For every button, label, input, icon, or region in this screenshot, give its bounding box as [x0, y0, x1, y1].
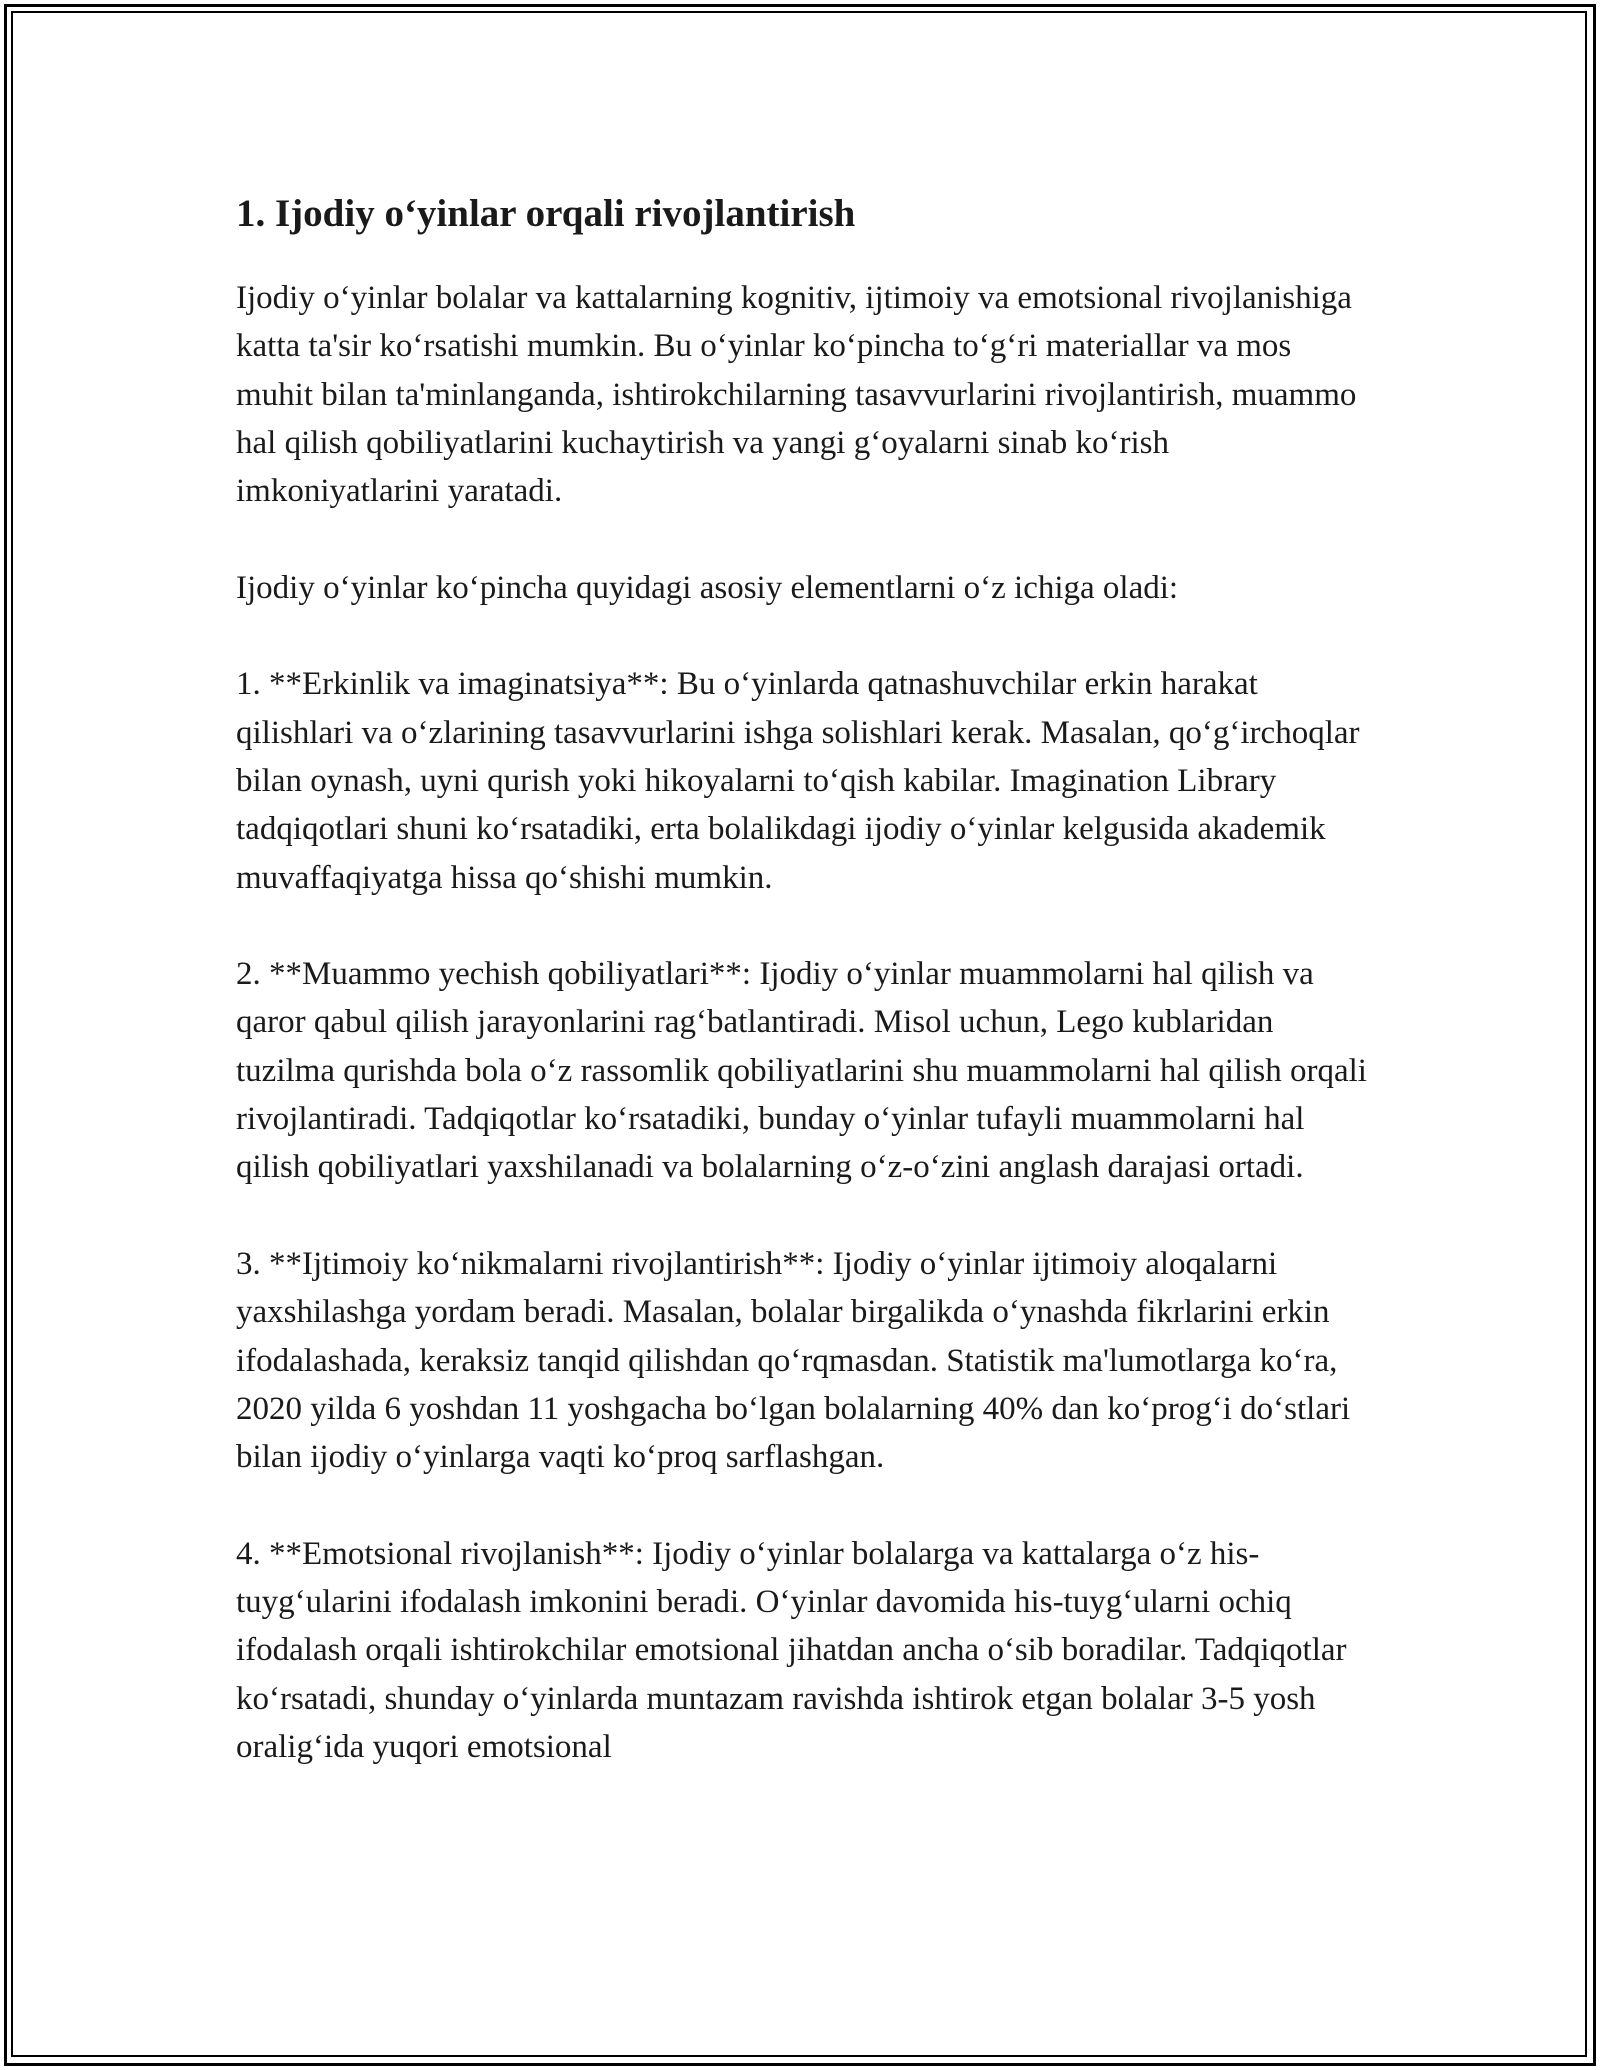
- document-body: [236, 188, 1376, 1820]
- section-heading: 1. Ijodiy o‘yinlar orqali rivojlantirish: [236, 192, 856, 235]
- paragraph-intro: Ijodiy o‘yinlar bolalar va kattalarning kognitiv, ijtimoiy va emotsional rivojlanishiga katta ta'sir ko‘rsatishi mumkin. Bu o‘yinlar ko‘pincha to‘g‘ri materiallar va mos muhit bilan ta'minlanganda, ishtirokchilarning tasavvurlarini rivojlantirish, muammo hal qilish qobiliyatlarini kuchaytirish va yangi g‘oyalarni sinab ko‘rish imkoniyatlarini yaratadi.: [236, 280, 1357, 510]
- list-item-social-skills: 3. **Ijtimoiy ko‘nikmalarni rivojlantirish**: Ijodiy o‘yinlar ijtimoiy aloqalarni yaxshilashga yordam beradi. Masalan, bolalar birgalikda o‘ynashda fikrlarini erkin ifodalashada, keraksiz tanqid qilishdan qo‘rqmasdan. Statistik ma'lumotlarga ko‘ra, 2020 yilda 6 yoshdan 11 yoshgacha bo‘lgan bolalarning 40% dan ko‘prog‘i do‘stlari bilan ijodiy o‘yinlarga vaqti ko‘proq sarflashgan.: [236, 1245, 1351, 1476]
- list-item-problem-solving: 2. **Muammo yechish qobiliyatlari**: Ijodiy o‘yinlar muammolarni hal qilish va qaror qabul qilish jarayonlarini rag‘batlantiradi. Misol uchun, Lego kublaridan tuzilma qurishda bola o‘z rassomlik qobiliyatlarini shu muammolarni hal qilish orqali rivojlantiradi. Tadqiqotlar ko‘rsatadiki, bunday o‘yinlar tufayli muammolarni hal qilish qobiliyatlari yaxshilanadi va bolalarning o‘z-o‘zini anglash darajasi ortadi.: [236, 956, 1367, 1186]
- list-item-emotional-development: 4. **Emotsional rivojlanish**: Ijodiy o‘yinlar bolalarga va kattalarga o‘z his-tuyg‘ularini ifodalash imkonini beradi. O‘yinlar davomida his-tuyg‘ularni ochiq ifodalash orqali ishtirokchilar emotsional jihatdan ancha o‘sib boradilar. Tadqiqotlar ko‘rsatadi, shunday o‘yinlarda muntazam ravishda ishtirok etgan bolalar 3-5 yosh oralig‘ida yuqori emotsional: [236, 1535, 1347, 1765]
- paragraph-elements-intro: Ijodiy o‘yinlar ko‘pincha quyidagi asosiy elementlarni o‘z ichiga oladi:: [236, 569, 1179, 606]
- list-item-freedom-imagination: 1. **Erkinlik va imaginatsiya**: Bu o‘yinlarda qatnashuvchilar erkin harakat qilishlari va o‘zlarining tasavvurlarini ishga solishlari kerak. Masalan, qo‘g‘irchoqlar bilan oynash, uyni qurish yoki hikoyalarni to‘qish kabilar. Imagination Library tadqiqotlari shuni ko‘rsatadiki, erta bolalikdagi ijodiy o‘yinlar kelgusida akademik muvaffaqiyatga hissa qo‘shishi mumkin.: [236, 666, 1360, 896]
